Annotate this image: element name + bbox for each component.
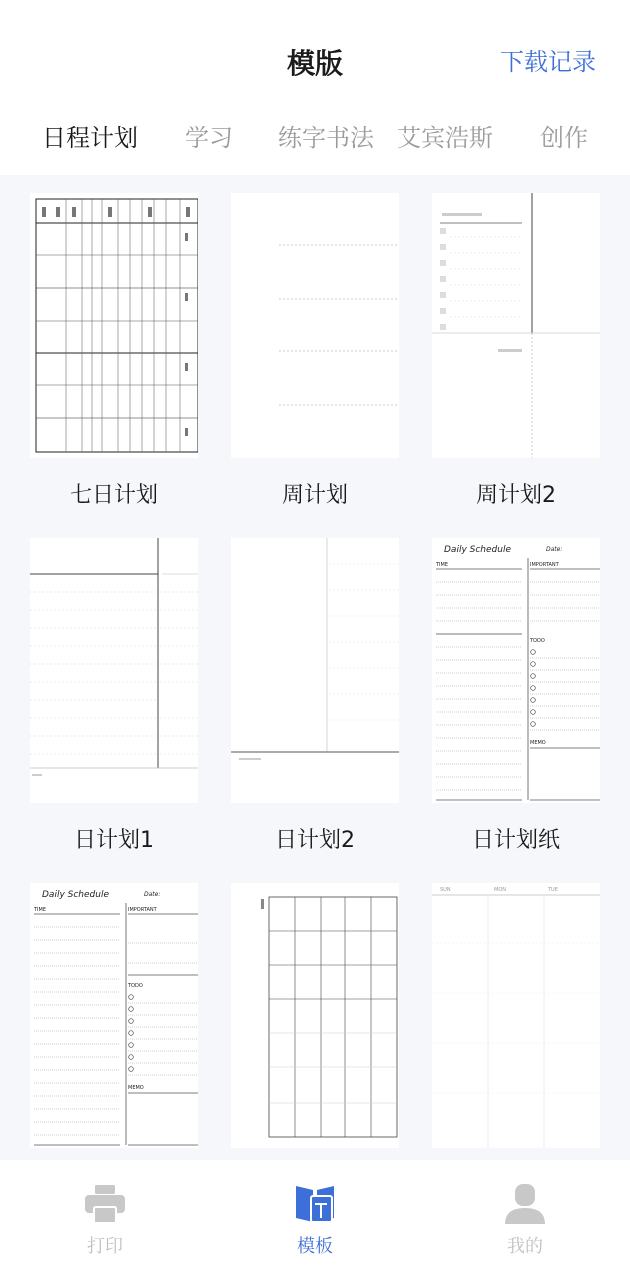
- thumb-important: IMPORTANT: [128, 907, 157, 913]
- nav-template-label: 模板: [297, 1236, 333, 1257]
- tab-creation[interactable]: 创作: [540, 124, 588, 152]
- thumb-date: Date:: [144, 891, 161, 898]
- thumb-day-sun: SUN: [440, 887, 451, 893]
- template-grid: [0, 175, 630, 1160]
- nav-mine[interactable]: [465, 1182, 585, 1258]
- user-icon: [503, 1182, 547, 1226]
- template-thumbnail[interactable]: [30, 883, 198, 1148]
- template-label: 周计划: [281, 483, 348, 508]
- printer-icon: [83, 1182, 127, 1226]
- template-label: 日计划1: [74, 828, 154, 853]
- template-label: 周计划2: [476, 483, 556, 508]
- tab-calligraphy[interactable]: 练字书法: [278, 124, 374, 152]
- tab-schedule[interactable]: 日程计划: [42, 124, 138, 152]
- template-thumbnail[interactable]: [30, 193, 198, 458]
- thumb-title: Daily Schedule: [444, 545, 511, 555]
- thumb-day-tue: TUE: [548, 887, 558, 893]
- nav-mine-label: 我的: [507, 1236, 543, 1257]
- template-icon: [293, 1182, 337, 1226]
- template-thumbnail[interactable]: [231, 538, 399, 803]
- thumb-title: Daily Schedule: [42, 890, 109, 900]
- tab-study[interactable]: 学习: [185, 124, 233, 152]
- bottom-navigation: [0, 1160, 630, 1280]
- thumb-todo: TODO: [530, 638, 545, 644]
- page-title: 模版: [286, 47, 343, 80]
- category-tabs: [0, 118, 630, 170]
- header: [0, 0, 630, 110]
- thumb-memo: MEMO: [530, 740, 546, 746]
- template-thumbnail[interactable]: [432, 538, 600, 803]
- thumb-important: IMPORTANT: [530, 562, 559, 568]
- thumb-memo: MEMO: [128, 1085, 144, 1091]
- nav-template[interactable]: [255, 1182, 375, 1258]
- template-label: 日计划2: [275, 828, 355, 853]
- download-history-link[interactable]: 下载记录: [500, 48, 596, 76]
- template-label: 七日计划: [69, 483, 158, 508]
- thumb-day-mon: MON: [494, 887, 506, 893]
- thumb-time: TIME: [34, 907, 47, 913]
- template-thumbnail[interactable]: [231, 193, 399, 458]
- nav-print[interactable]: [45, 1182, 165, 1258]
- template-thumbnail[interactable]: [432, 883, 600, 1148]
- thumb-todo: TODO: [128, 983, 143, 989]
- thumb-time: TIME: [436, 562, 449, 568]
- template-thumbnail[interactable]: [432, 193, 600, 458]
- template-thumbnail[interactable]: [30, 538, 198, 803]
- nav-print-label: 打印: [87, 1236, 123, 1257]
- thumb-date: Date:: [546, 546, 563, 553]
- template-thumbnail[interactable]: [231, 883, 399, 1148]
- template-label: 日计划纸: [471, 828, 560, 853]
- tab-ebbinghaus[interactable]: 艾宾浩斯: [397, 124, 493, 152]
